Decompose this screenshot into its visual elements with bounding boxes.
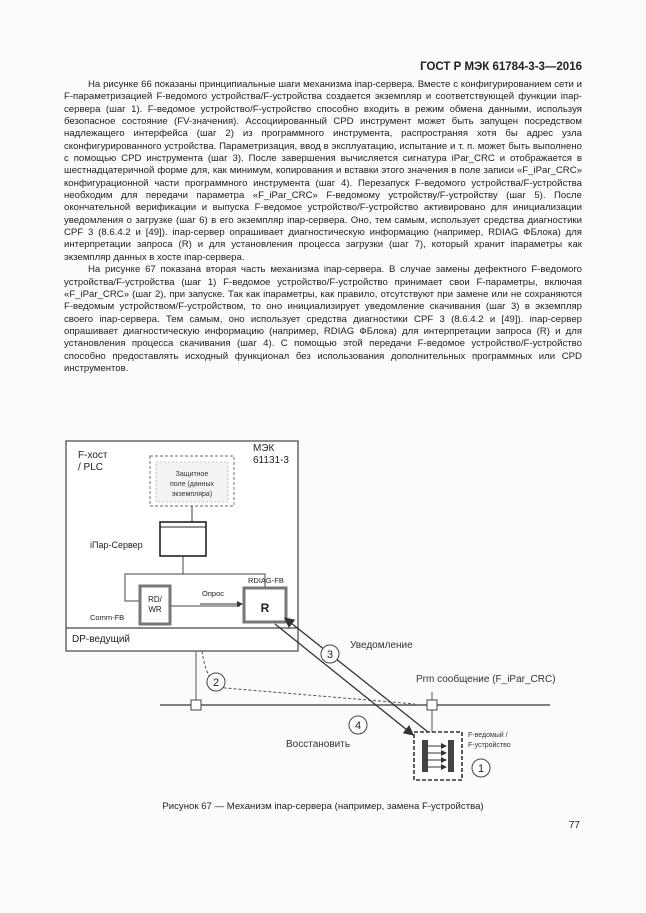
- f-device-box: [414, 732, 462, 780]
- protected-area-text-2: поле (данных: [169, 481, 215, 488]
- protected-area-text-1: Защитное: [175, 471, 209, 478]
- host-bus-connector: [191, 700, 201, 710]
- host-label-1: F-хост: [78, 450, 108, 461]
- step-4-label: 4: [354, 720, 362, 732]
- comm-fb-label: Comm-FB: [90, 613, 125, 622]
- document-header: ГОСТ Р МЭК 61784-3-3—2016: [420, 61, 582, 73]
- notification-label: Уведомление: [350, 640, 413, 651]
- request-label: Опрос: [202, 589, 224, 598]
- rdwr-label-1: RD/: [148, 595, 162, 604]
- step-1-label: 1: [477, 763, 485, 775]
- r-label: R: [260, 601, 270, 615]
- figure-caption: Рисунок 67 — Механизм iпар-сервера (например, замена F-устройства): [162, 801, 484, 812]
- device-bus-connector: [427, 700, 437, 710]
- ipar-server-diagram: [60, 436, 600, 796]
- page-number: 77: [568, 820, 580, 831]
- rdwr-label-2: WR: [148, 605, 162, 614]
- protected-area-text-3: экземпляра): [171, 491, 213, 498]
- device-label-2: F-устройство: [468, 742, 511, 749]
- restore-label: Восстановить: [286, 739, 351, 750]
- step-3-label: 3: [326, 649, 334, 661]
- iec-label-1: МЭК: [253, 443, 275, 454]
- body-text: [64, 79, 582, 375]
- rdiag-fb-label: RDIAG-FB: [248, 576, 284, 585]
- paragraph-2: На рисунке 67 показана вторая часть механизма iпар-сервера. В случае замены дефектного F-ведомого устройства/F-устройства (шаг 1) F-ведомое устройство/F-устройство принимает свои F-параметры, включая «F_iPar_CRC» (шаг 2), при запуске. Так как iпараметры, как правило, отсутствуют при замене или не сохраняются F-ведомым устройством/F-устройством, то оно инициализирует уведомление скачивания (шаг 3) в экземпляр своего iпар-сервера. Тем самым, оно использует средства диагностики CPF 3 (8.6.4.2 и [49]). iпар-сервер опрашивает диагностическую информацию (например, RDIAG ФБлока) для интерпретации запроса (R) и для установления процесса скачивания (шаг 4). С помощью этой передачи F-ведомое устройство/F-устройство способно предоставлять исходный функционал без использования дополнительных программных или CPD инструментов.: [64, 264, 582, 374]
- ipar-server-label: iПар-Сервер: [90, 540, 143, 550]
- paragraph-1: На рисунке 66 показаны принципиальные шаги механизма iпар-сервера. Вместе с конфигурированием сети и F-параметризацией F-ведомого устройства/F-устройства создается экземпляр и соответствующей функции iпар-сервера (шаг 1). F-ведомое устройство/F-устройство способно входить в режим обмена данными, используя безопасное состояние (FV-значения). Ассоциированный CPD инструмент может быть запущен посредством надлежащего интерфейса (шаг 2) из программного инструмента, распространяя хотя бы адрес узла сконфигурированного устройства. Параметризация, ввод в эксплуатацию, испытание и т. п. может быть выполнено с помощью CPD инструмента (шаг 3). После завершения вычисляется сигнатура iPar_CRC и отображается в шестнадцатеричной форме для, как минимум, копирования и вставки этого значения в поле записи «F_iPar_CRC» конфигурационной части программного инструмента (шаг 4). Перезапуск F-ведомого устройства/F-устройства необходим для передачи параметра «F_iPar_CRC» F-ведомому устройству/F-устройству (шаг 5). После окончательной верификации и выпуска F-ведомое устройство/F-устройство активировано для инициализации уведомления о загрузке (шаг 6) в его экземпляр iпар-сервера. Оно, тем самым, использует средства диагностики CPF 3 (8.6.4.2 и [49]). iпар-сервер опрашивает диагностическую информацию (например, RDIAG ФБлока) для интерпретации запроса (R) и для установления процесса загрузки (шаг 7), который хранит iпараметры как экземпляр данных в хосте iпар-сервера.: [64, 79, 582, 263]
- iec-label-2: 61131-3: [253, 455, 289, 466]
- host-label-2: / PLC: [78, 462, 104, 473]
- figure-67: [60, 436, 600, 796]
- device-label-1: F-ведомый /: [468, 732, 508, 739]
- prm-message-label: Prm сообщение (F_iPar_CRC): [416, 674, 556, 685]
- notification-arrow: [286, 619, 428, 732]
- step-2-label: 2: [212, 677, 220, 689]
- dp-master-label: DP-ведущий: [72, 634, 130, 645]
